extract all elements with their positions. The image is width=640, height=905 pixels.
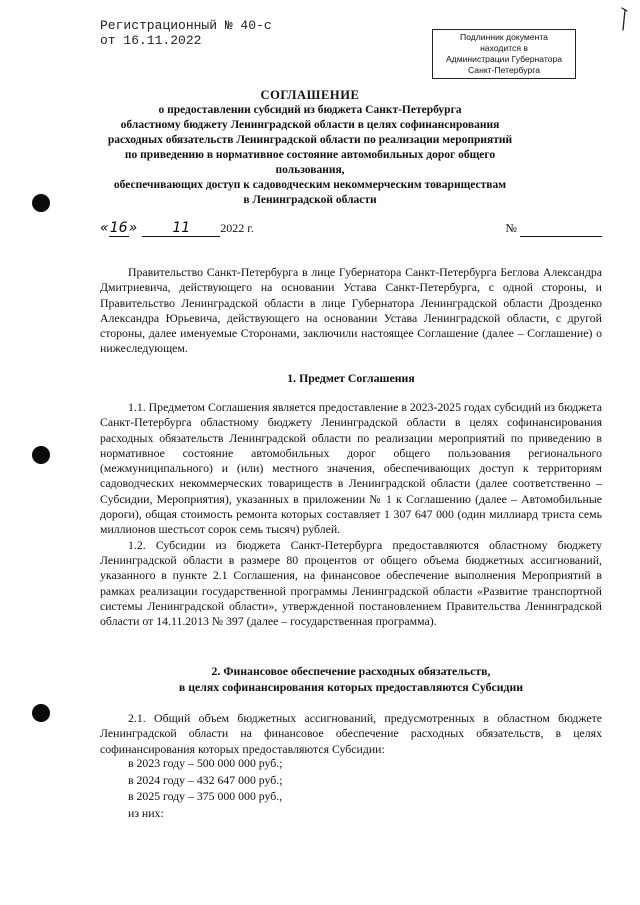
clause-2-1: 2.1. Общий объем бюджетных ассигнований, предусмотренных в областном бюджете Ленинградской области на финансовое обеспечение расходных обязательств, в целях софинансирования которых предоставляются Субсидии: [100, 711, 602, 756]
date-year: 2022 г. [220, 221, 254, 235]
list-item: из них: [128, 805, 164, 820]
date-open-quote: « [100, 220, 109, 236]
budget-by-year-list [128, 755, 283, 821]
document-number [506, 220, 602, 237]
corner-pen-mark [618, 6, 630, 32]
clause-1-1: 1.1. Предметом Соглашения является предоставление в 2023-2025 годах субсидий из бюджета Санкт-Петербурга областному бюджету Ленинградской области в целях софинансирования расходных обязательств Ленинградской области по реализации мероприятий по приведению в нормативное состояние автомобильных дорог общего пользования регионального (межмуниципального) и (или) местного значения, обеспечивающих доступ к территориям садоводческих некоммерческих товариществ в Ленинградской области (далее соответственно – Субсидии, Мероприятия), указанных в приложении № 1 к Соглашению (далее – Автомобильные дороги), общая стоимость ремонта которых составляет 1 307 647 000 (один миллиард триста семь миллионов шестьсот сорок семь тысяч) рублей. [100, 400, 602, 537]
title-line-6: в Ленинградской области [243, 194, 377, 206]
original-document-stamp [432, 29, 576, 79]
date-month: 11 [142, 220, 220, 237]
stamp-line-1: Подлинник документа [460, 32, 548, 42]
list-item: в 2024 году – 432 647 000 руб.; [128, 772, 283, 787]
title-line-5: обеспечивающих доступ к садоводческим некоммерческим товариществам [113, 179, 507, 191]
number-blank [520, 220, 602, 237]
section-2-heading [100, 663, 602, 695]
stamp-line-4: Санкт-Петербурга [468, 65, 540, 75]
punch-hole-middle [32, 446, 50, 464]
punch-hole-top [32, 194, 50, 212]
registration-number: Регистрационный № 40-с [100, 18, 272, 33]
title-line-1: о предоставлении субсидий из бюджета Санкт-Петербурга [158, 104, 462, 116]
title-main: СОГЛАШЕНИЕ [260, 88, 360, 102]
section-2-heading-line-1: 2. Финансовое обеспечение расходных обязательств, [211, 664, 491, 678]
registration-block [100, 18, 272, 48]
section-2-heading-line-2: в целях софинансирования которых предоставляются Субсидии [178, 680, 524, 694]
punch-hole-bottom [32, 704, 50, 722]
stamp-line-2: находится в [480, 43, 528, 53]
title-line-2: областному бюджету Ленинградской области в целях софинансирования [120, 119, 500, 131]
stamp-line-3: Администрации Губернатора [445, 54, 563, 64]
title-line-4: по приведению в нормативное состояние автомобильных дорог общего пользования, [124, 149, 496, 176]
preamble [100, 265, 602, 357]
date-day: 16 [109, 220, 128, 236]
list-item: в 2025 году – 375 000 000 руб., [128, 789, 283, 804]
title-line-3: расходных обязательств Ленинградской области по реализации мероприятий [107, 134, 513, 146]
date-close-quote: » [128, 220, 138, 236]
document-title [90, 88, 530, 208]
list-item: в 2023 году – 500 000 000 руб.; [128, 756, 283, 770]
registration-date: от 16.11.2022 [100, 33, 202, 48]
section-1-body [100, 400, 602, 629]
number-label: № [505, 221, 517, 235]
date-line [100, 220, 602, 237]
section-2-body [100, 711, 602, 757]
section-1-heading: 1. Предмет Соглашения [287, 371, 415, 385]
clause-1-2: 1.2. Субсидии из бюджета Санкт-Петербурга предоставляются областному бюджету Ленинградской области в размере 80 процентов от общего объема бюджетных ассигнований, указанного в пункте 2.1 Соглашения, на финансовое обеспечение выполнения Мероприятий в рамках реализации государственной программы Ленинградской области «Развитие транспортной системы Ленинградской области», утвержденной постановлением Правительства Ленинградской области от 14.11.2013 № 397 (далее – государственная программа). [100, 537, 602, 629]
preamble-text: Правительство Санкт-Петербурга в лице Губернатора Санкт-Петербурга Беглова Александра Дмитриевича, действующего на основании Устава Санкт-Петербурга, с одной стороны, и Правительство Ленинградской области в лице Губернатора Ленинградской области Дрозденко Александра Юрьевича, действующего на основании Устава Ленинградской области, с другой стороны, далее именуемые Сторонами, заключили настоящее Соглашение (далее – Соглашение) о нижеследующем. [100, 265, 602, 356]
